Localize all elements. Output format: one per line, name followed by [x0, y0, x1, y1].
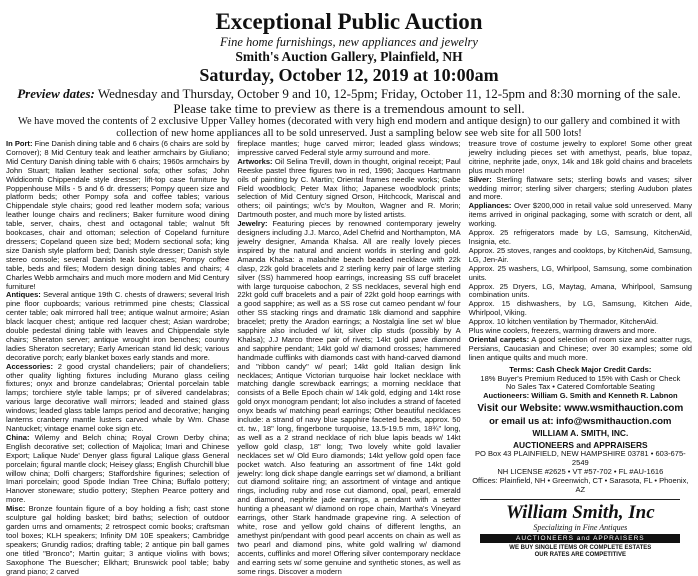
- terms: [469, 366, 692, 402]
- listing-paragraph: [6, 140, 229, 291]
- listing-paragraph: [469, 336, 692, 363]
- preview-label: Preview dates:: [17, 86, 95, 101]
- listing-paragraph: [469, 283, 692, 301]
- listing-text: Over $200,000 in retail value sold unreserved. Many items arrived in original packaging, some with scratch or dent, all working.: [468, 201, 692, 229]
- listing-paragraph: [6, 291, 229, 362]
- sale-date: Saturday, October 12, 2019 at 10:00am: [199, 65, 499, 85]
- listing-paragraph: [237, 220, 460, 576]
- listing-text: Fine Danish dining table and 6 chairs (6 chairs are sold by Cornover); 8 Mid Century teak and leather armchairs by Giuliano; Mid Century Danish dining table with 6 chairs; 1960s armchairs by John Stuart; Italian leather sectional sofa; other sofas; John Widdicomb Chippendale style dresser; lift-top case furniture by Poppenhouse Mills - 5 and 6 dr. dressers; Pompy queen size and platform beds; other Pompy sofa and coffee tables; various Chippendale style chairs; good red leather modern sofa; various leather lounge chairs and recliners; Baker furniture wood dining table, server, chairs, chest and octagonal table; walnut 5ft bookcases, chair and ottoman; selection of Copeland furniture dressers; Copeland queen size bed; Modern sectional sofa; king size Danish style platform bed; Danish style dresser; Danish style stereo console; several Danish teak bookcases; Pompy coffee table, beds and files; Modern design dining tables and chairs; 4 Charles Webb armchairs and much more modern and Mid Century furniture!: [6, 139, 230, 291]
- terms-line-3: No Sales Tax • Catered Comfortable Seating: [505, 382, 655, 392]
- listing-text: Approx. 25 Dryers, LG, Maytag, Amana, Whirlpool, Samsung combination units.: [468, 281, 692, 300]
- terms-line-4: Auctioneers: William G. Smith and Kenneth R. Labnon: [483, 391, 678, 401]
- listing-paragraph: [469, 140, 692, 176]
- tagline: Fine home furnishings, new appliances and jewelry: [220, 35, 478, 49]
- listing-paragraph: [237, 140, 460, 158]
- terms-line-2: 18% Buyer's Premium Reduced to 15% with Cash or Check: [480, 373, 681, 383]
- listing-paragraph: [469, 265, 692, 283]
- listing-label: Antiques:: [6, 290, 41, 300]
- listing-text: Approx. 25 washers, LG, Whirlpool, Samsung, some combination units.: [468, 263, 692, 282]
- listing-text: Plus wine coolers, freezers, warming drawers and more.: [468, 326, 657, 336]
- listing-text: Several antique 19th C. chests of drawers; several Irish pine floor cupboards; various retrimmed pine chests; Classical center table; oak mirrored hall tree; antique walnut armoire; Asian black lacquer chest; antique red lacquer chest; Asian wardrobe; double pedestal dining table with leaves and Chippendale style chairs; Sheraton server; antique wrought iron benches; country ladies Sheraton secretary; Early American stand lid desk; various decorative porch; early blanket boxes early stands and more.: [6, 290, 230, 362]
- listing-paragraph: [469, 229, 692, 247]
- listing-text: 2 good crystal chandeliers; pair of chandeliers; other quality lighting fixtures including Murano glass ceiling fixtures; onyx and bronze candelabras; Oriental porcelain table lamps; torchiere style table lamps; pr of silvered candelabras; various large decorative wall mirrors; leaded and stained glass windows; leaded glass table lamps period and decorative; hanging lanterns cranberry mantle lusters carved whale by Wm. Chase Nantucket; vintage enamel coke sign etc.: [6, 361, 230, 433]
- listing-paragraph: [469, 202, 692, 229]
- logo-tagline: Specializing in Fine Antiques: [533, 522, 628, 532]
- column-3-listing: [469, 140, 692, 363]
- listing-text: Bronze fountain figure of a boy holding a fish; cast stone sculpture gal holding basket; bird baths; selection of outdoor garden urns and ornaments; 2 retrospect comic books; craftsman tool boxes; KLH speakers; Infinity DM 10E speakers; Cambridge speakers; Grundig radios; drafting table; 2 antique pin ball games one titled "Bronco"; Martin guitar; 3 antique violins with bows; Saxophone The Buescher; Elkhart; Brunswick pool table; baby grand piano; 2 carved: [6, 504, 230, 576]
- listing-paragraph: [469, 300, 692, 318]
- listing-label: Jewelry:: [237, 219, 268, 229]
- terms-line-1: Terms: Cash Check Major Credit Cards:: [509, 364, 652, 374]
- listing-label: China:: [6, 432, 30, 442]
- column-1: [6, 139, 230, 576]
- listing-columns: [6, 139, 692, 576]
- listing-paragraph: [469, 247, 692, 265]
- listing-text: treasure trove of costume jewelry to explore! Some other great jewelry including pieces set with amethyst, pearls, blue topaz, citrine, nephrite jade, onyx, 14k and 18k gold chains and bracelets plus much more!: [468, 139, 692, 175]
- column-2: [237, 139, 461, 576]
- listing-text: Sterling flatware sets; sterling bowls and vases; silver wedding mirror; sterling silver chargers; sterling Audubon plates and more.: [468, 174, 692, 202]
- preview-text: Wednesday and Thursday, October 9 and 10, 12-5pm; Friday, October 11, 12-5pm and 8:30 morning of the sale.: [97, 86, 681, 101]
- company-address: PO Box 43 PLAINFIELD, NEW HAMPSHIRE 03781 • 603-675-2549: [474, 449, 686, 468]
- listing-paragraph: [6, 505, 229, 576]
- column-3: [468, 139, 692, 558]
- listing-text: fireplace mantles; huge carved mirror; leaded glass windows; impressive carved Federal style army surround and more.: [237, 139, 461, 157]
- listing-label: Appliances:: [468, 201, 512, 211]
- listing-text: Approx. 25 stoves, ranges and cooktops, by KitchenAid, Samsung, LG, Jen-Air.: [468, 245, 692, 264]
- company-name: WILLIAM A. SMITH, INC.: [532, 428, 629, 439]
- logo-bar: AUCTIONEERS and APPRAISERS: [480, 534, 680, 543]
- listing-label: In Port:: [6, 139, 33, 148]
- company-license: NH LICENSE #2625 • VT #57-702 • FL #AU-1616: [497, 467, 664, 477]
- ad-title: Exceptional Public Auction: [215, 9, 483, 34]
- company-subtitle: AUCTIONEERS and APPRAISERS: [513, 439, 648, 450]
- listing-text: Approx. 10 kitchen ventilation by Thermador, KitchenAid.: [468, 317, 659, 327]
- listing-label: Artworks:: [237, 156, 273, 166]
- company-offices: Offices: Plainfield, NH • Greenwich, CT • Sarasota, FL • Phoenix, AZ: [472, 476, 689, 494]
- listing-text: A good selection of room size and scatter rugs, Persians, Caucasian and Chinese; over 30 examples; some old linen antique quilts and much more.: [468, 334, 692, 362]
- company-logo: [480, 499, 680, 559]
- preview-dates: [6, 86, 692, 101]
- logo-foot-2: OUR RATES ARE COMPETITIVE: [534, 551, 626, 558]
- listing-paragraph: [6, 363, 229, 434]
- logo-name: William Smith, Inc: [505, 501, 655, 523]
- listing-paragraph: [469, 176, 692, 203]
- listing-paragraph: [237, 158, 460, 220]
- preview-note: Please take time to preview as there is a tremendous amount to sell.: [173, 101, 525, 116]
- listing-text: Featuring pieces by renowned contemporary jewelry designers including J.J. Marco, Adel Chefrid and Northampton, MA jewelry designer, Amanda Khalsa. All are really lovely pieces inspired by the natural and ancient worlds in sterling and gold. Amanda Khalsa: a malachite beach beaded necklace with 22k clasp, 22k gold bracelets and 2 sterling kerry pair of large sterling silver (SS) hammered hoop earrings, increasing SS cuff bracelet with large turquoise cabochon, 2 SS necklaces, several high end 22kt gold cuff bracelets and a pair of 22kt gold hoop earrings with a good sapphire; as well as a SS rose cut cameo pendant w/ four other SS stacking rings and dramatic 18k diamond and sapphire bracelet; pretty the Aradon earrings; a Nostalgia line set w/ blue sapphire also included w/ kit, silver clip studs (possibly by A Khalsa); J.J Marco three pair of rivets; 14kt gold pave diamond and sapphire pendant; 14kt gold w/ diamond crosses; hammered handmade cufflinks with diamonds cast with hand-carved diamond and "ribbon candy" w/ pearl; 14kt gold Italian design link necklaces; Antique Victorian turquoise hair locket necklace with matching dangle screwback earrings; a morning necklace that consists of a Belle Epoch chain w/ 14k gold, edging and 14kt rose gold onyx monogram pendant; lot also includes a strand of faceted onyx beads w/ matching pearl earrings; Other beautiful necklaces include: a strand of navy blue sapphire faceted beads, approx. 50 ct. tw., 18" long, fingerbone turquoise, 13.5-19.5 mm, 18¾" long, as well as a 2 strand necklace of rich blue lapis beads w/ 14kt yellow gold clasp, 18" long; Two lovely white gold lavalier necklaces set w/ Old Euro diamonds; 14kt yellow gold open face pocket watch. Also featuring an assortment of fine 14kt gold jewelry: long dick shape dangle earrings set w/ diamond, a brilliant cut diamond solitaire ring; an assortment of vintage and antique rings, including ruby and rose cut diamond, opal, pearl, emerald and diamond, nephrite jade earrings, a pendant with a setter hunting a pheasant w/ diamond on rope chain, Martha's Vineyard earrings, other Stark handmade grapevine ring. A selection of white, rose and yellow gold chains of different lengths, an amethyst pin/pendant with good pearl accents on chain as well as two pearl and diamond pins, white gold wallring w/ diamond accents, cufflinks and more! Offering silver contemporary necklace and earring sets w/ some genuine and synthetic stones, as well as some rings. Discover a modern: [237, 219, 461, 576]
- listing-label: Silver:: [468, 174, 492, 184]
- website-link[interactable]: Visit our Website: www.wsmithauction.com: [477, 403, 684, 415]
- listing-text: Oil Selina Trevill, down in thought, original receipt; Paul Reeske pastel three figures two in red, 1996; Jacques Hartmann oils of painting by C. Martin; Oriental frames needle works; Gabe Field woodblock; Peter Max litho; Japanese woodblock prints; selection of Mid Century signed Orson, Hitchcock, Mariscal and others; oil paintings; w/c's by Moulton, Wagner and R. Morin; Dartmouth poster, and much more by listed artists.: [237, 156, 461, 220]
- intro-paragraph: We have moved the contents of 2 exclusive Upper Valley homes (decorated with very high end modern and antique design) to our gallery and combined it with collection of new home appliances all to be sold unreserved. Just a sampling below see web site for all 500 lots!: [17, 116, 681, 140]
- gallery-name: Smith's Auction Gallery, Plainfield, NH: [235, 49, 463, 64]
- listing-text: Approx. 25 refrigerators made by LG, Samsung, KitchenAid, Insignia, etc.: [468, 228, 692, 246]
- listing-label: Oriental carpets:: [468, 334, 530, 344]
- listing-paragraph: [6, 434, 229, 505]
- listing-label: Accessories:: [6, 361, 53, 371]
- listing-text: Wilemy and Belch china; Royal Crown Derby china; English decorative set; collection of Majolica; Imari and Chinese Export; Lalique Nude' Denyer glass figural Lalique glass General porcelain; figural mantle clock; Heisey glass; English Churchill blue willow china; Dolfi chargers; Staffordshire figurines; selection of Imari porcelain; good Spode Indian Tree China; Buffalo pottery; Hanover stoneware; studio pottery; Stephen Pearce pottery and more.: [6, 432, 230, 505]
- logo-foot-1: WE BUY SINGLE ITEMS OR COMPLETE ESTATES: [509, 544, 652, 551]
- email-link[interactable]: or email us at: info@wsmithauction.com: [489, 416, 672, 428]
- listing-text: Approx. 15 dishwashers, by LG, Samsung, Kitchen Aide, Whirlpool, Viking.: [468, 299, 692, 318]
- listing-label: Misc:: [6, 504, 26, 514]
